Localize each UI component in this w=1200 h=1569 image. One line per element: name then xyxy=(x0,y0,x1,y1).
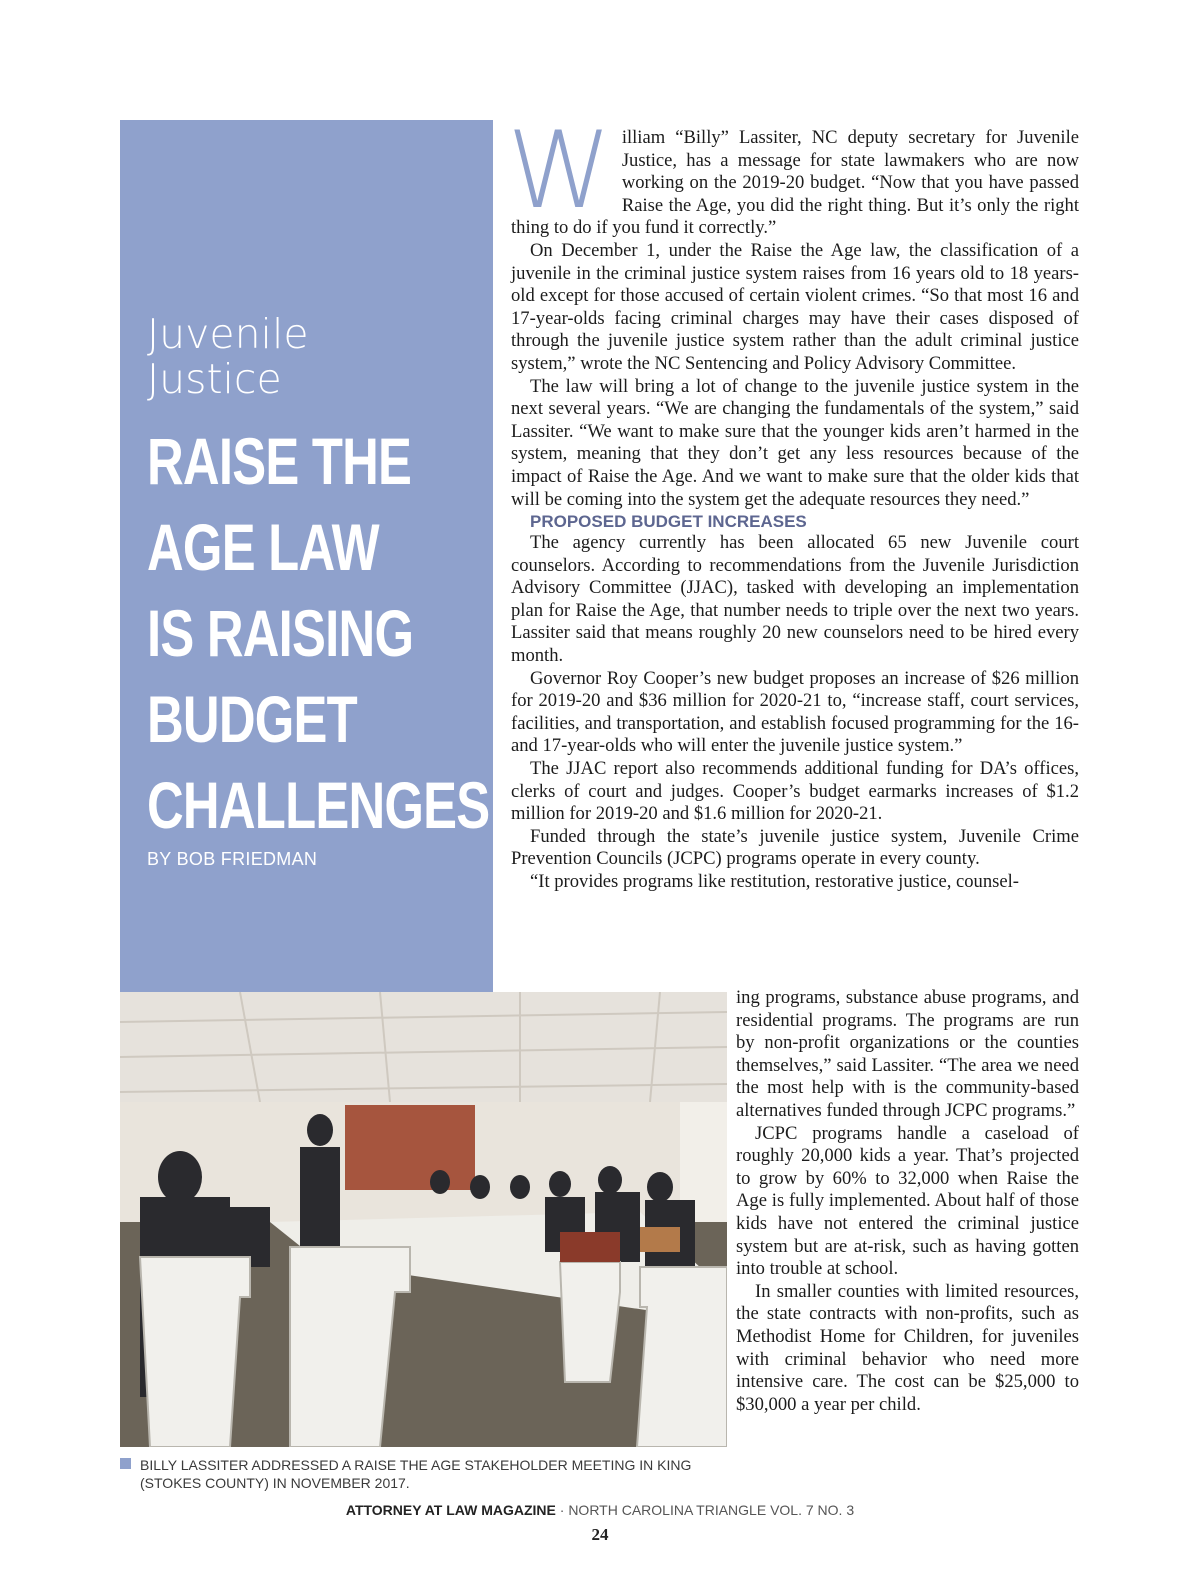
body-column-main xyxy=(507,109,1079,894)
caption-text: BILLY LASSITER ADDRESSED A RAISE THE AGE STAKEHOLDER MEETING IN KING (STOKES COUNTY) IN NOVEMBER 2017. xyxy=(140,1457,692,1491)
paragraph: Governor Roy Cooper’s new budget proposes an increase of $26 million for 2019-20 and $36 million for 2020-21 to, “increase staff, court services, facilities, and transportation, and establish focused programming for the 16- and 17-year-olds who will enter the juvenile justice system.” xyxy=(511,667,1079,757)
paragraph: JCPC programs handle a caseload of roughly 20,000 kids a year. That’s projected to grow by 60% to 32,000 when Raise the Age is fully implemented. About half of those kids have not entered the criminal justice system but are at-risk, such as having gotten into trouble at school. xyxy=(736,1122,1079,1280)
byline: BY BOB FRIEDMAN xyxy=(147,849,318,869)
meeting-photo xyxy=(120,992,727,1447)
paragraph: The JJAC report also recommends additional funding for DA’s offices, clerks of court and judges. Cooper’s budget earmarks increases of $1.2 million for 2019-20 and $1.6 million for 2020-21. xyxy=(511,758,1079,825)
paragraph: Funded through the state’s juvenile justice system, Juvenile Crime Prevention Councils (JCPC) programs operate in every county. xyxy=(511,825,1079,870)
paragraph-intro-text: illiam “Billy” Lassiter, NC deputy secretary for Juvenile Justice, has a message for state lawmakers who are now working on the 2019-20 budget. “Now that you have passed Raise the Age, you did the right thing. But it’s only the right thing to do if you fund it correctly.” xyxy=(511,127,1079,239)
section-kicker: Juvenile Justice xyxy=(147,310,309,403)
page-footer xyxy=(0,1502,1200,1518)
issue-info: · NORTH CAROLINA TRIANGLE VOL. 7 NO. 3 xyxy=(555,1502,855,1518)
page-number: 24 xyxy=(591,1525,609,1544)
article-headline: RAISE THE AGE LAW IS RAISING BUDGET CHALLENGES xyxy=(147,424,490,842)
paragraph: ing programs, substance abuse programs, and residential programs. The programs are run by non-profit organizations or the counties themselves,” said Lassiter. “The area we need the most help with is the community-based alternatives funded through JCPC programs.” xyxy=(736,987,1079,1121)
paragraph: In smaller counties with limited resources, the state contracts with non-profits, such as Methodist Home for Children, for juveniles with criminal behavior who need more intensive care. The cost can be $25,000 to $30,000 a year per child. xyxy=(736,1280,1079,1415)
caption-square-icon xyxy=(120,1458,131,1469)
paragraph: “It provides programs like restitution, restorative justice, counsel- xyxy=(530,871,1019,892)
paragraph: The agency currently has been allocated 65 new Juvenile court counselors. According to recommendations from the Juvenile Jurisdiction Advisory Committee (JJAC), tasked with developing an implementation plan for Raise the Age, that number needs to triple over the next two years. Lassiter said that means roughly 20 new counselors need to be hired every month. xyxy=(511,532,1079,667)
paragraph: The law will bring a lot of change to the juvenile justice system in the next several years. “We are changing the fundamentals of the system,” said Lassiter. “We want to make sure that the younger kids aren’t harmed in the system, meaning that they don’t get any less resources because of the impact of Raise the Age. And we want to make sure that the older kids that will be coming into the system get the adequate resources they need.” xyxy=(511,375,1079,510)
body-column-wrap xyxy=(736,987,1079,1416)
magazine-name: ATTORNEY AT LAW MAGAZINE xyxy=(345,1502,556,1518)
paragraph: On December 1, under the Raise the Age law, the classification of a juvenile in the criminal justice system raises from 16 years old to 18 years-old except for those accused of certain violent crimes. “So that most 16 and 17-year-olds facing criminal charges may have their cases disposed of through the juvenile justice system rather than the adult criminal justice system,” wrote the NC Sentencing and Policy Advisory Committee. xyxy=(511,239,1079,374)
photo-caption xyxy=(120,1456,720,1492)
drop-cap: W xyxy=(507,109,612,232)
meeting-photo-illustration xyxy=(120,992,727,1447)
paragraph-intro xyxy=(507,109,1079,240)
section-subhead: PROPOSED BUDGET INCREASES xyxy=(530,512,807,532)
